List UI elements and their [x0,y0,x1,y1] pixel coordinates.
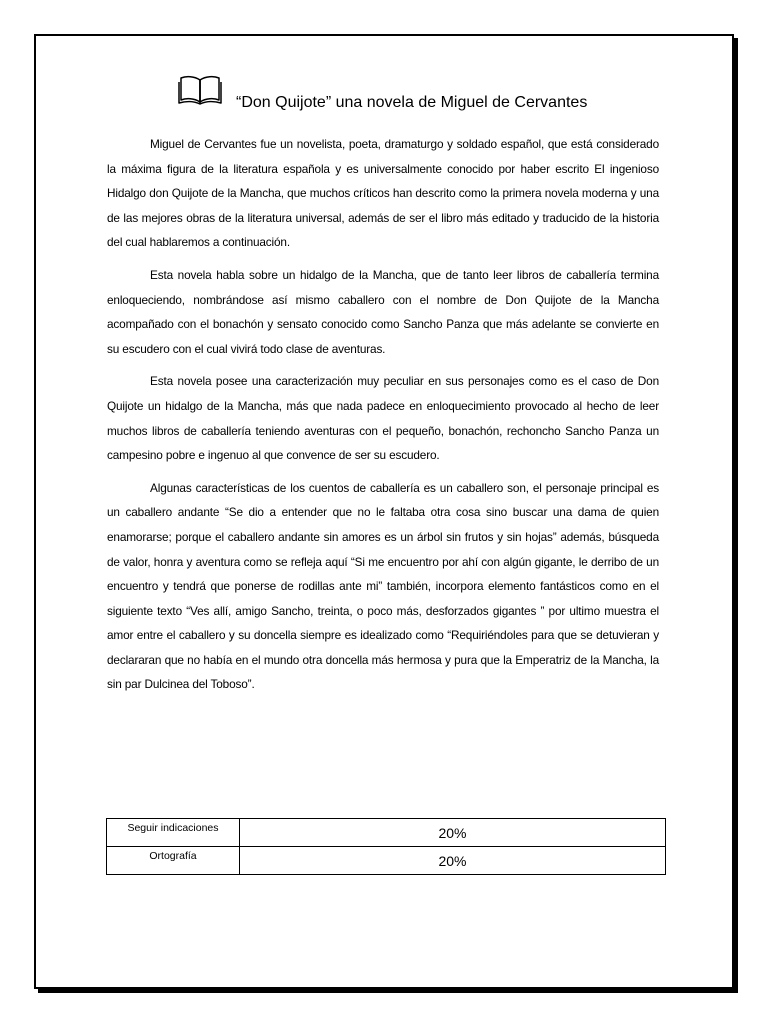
open-book-icon [178,74,222,106]
paragraph-4: Algunas características de los cuentos de caballería es un caballero son, el personaje principal es un caballero andante “Se dio a entender que no le faltaba otra cosa sino buscar una dama de quien enamorarse; porque el caballero andante sin amores es un árbol sin frutos y sin hojas” además, búsqueda de valor, honra y aventura como se refleja aquí “Si me encuentro por ahí con algún gigante, le derribo de un encuentro y tendrá que ponerse de rodillas ante mi” también, incorpora elemento fantásticos como en el siguiente texto “Ves allí, amigo Sancho, treinta, o poco más, desforzados gigantes ” por ultimo muestra el amor entre el caballero y su doncella siempre es idealizado como “Requiriéndoles para que se detuvieran y declararan que no había en el mundo otra doncella más hermosa y pura que la Emperatriz de la Mancha, la sin par Dulcinea del Toboso”. [107,480,659,692]
document-body [107,132,659,705]
document-title: “Don Quijote” una novela de Miguel de Cervantes [236,94,588,111]
rubric-table [106,818,666,875]
title-row [0,74,768,114]
rubric-criterion: Seguir indicaciones [107,819,240,847]
table-row [107,819,666,847]
paragraph-1: Miguel de Cervantes fue un novelista, poeta, dramaturgo y soldado español, que está considerado la máxima figura de la literatura española y es universalmente conocido por haber escrito El ingenioso Hidalgo don Quijote de la Mancha, que muchos críticos han descrito como la primera novela moderna y una de las mejores obras de la literatura universal, además de ser el libro más editado y traducido de la historia del cual hablaremos a continuación. [107,137,659,250]
paragraph-3: Esta novela posee una caracterización muy peculiar en sus personajes como es el caso de Don Quijote un hidalgo de la Mancha, más que nada padece en enloquecimiento provocado al hecho de leer muchos libros de caballería teniendo aventuras con el pequeño, bonachón, rechoncho Sancho Panza un campesino pobre e ingenuo al que convence de ser su escudero. [107,374,659,463]
rubric-value: 20% [240,819,666,847]
rubric-value: 20% [240,847,666,875]
paragraph-2: Esta novela habla sobre un hidalgo de la Mancha, que de tanto leer libros de caballería termina enloqueciendo, nombrándose así mismo caballero con el nombre de Don Quijote de la Mancha acompañado con el bonachón y sensato conocido como Sancho Panza que más adelante se convierte en su escudero con el cual vivirá todo clase de aventuras. [107,267,659,356]
rubric-criterion: Ortografía [107,847,240,875]
table-row [107,847,666,875]
